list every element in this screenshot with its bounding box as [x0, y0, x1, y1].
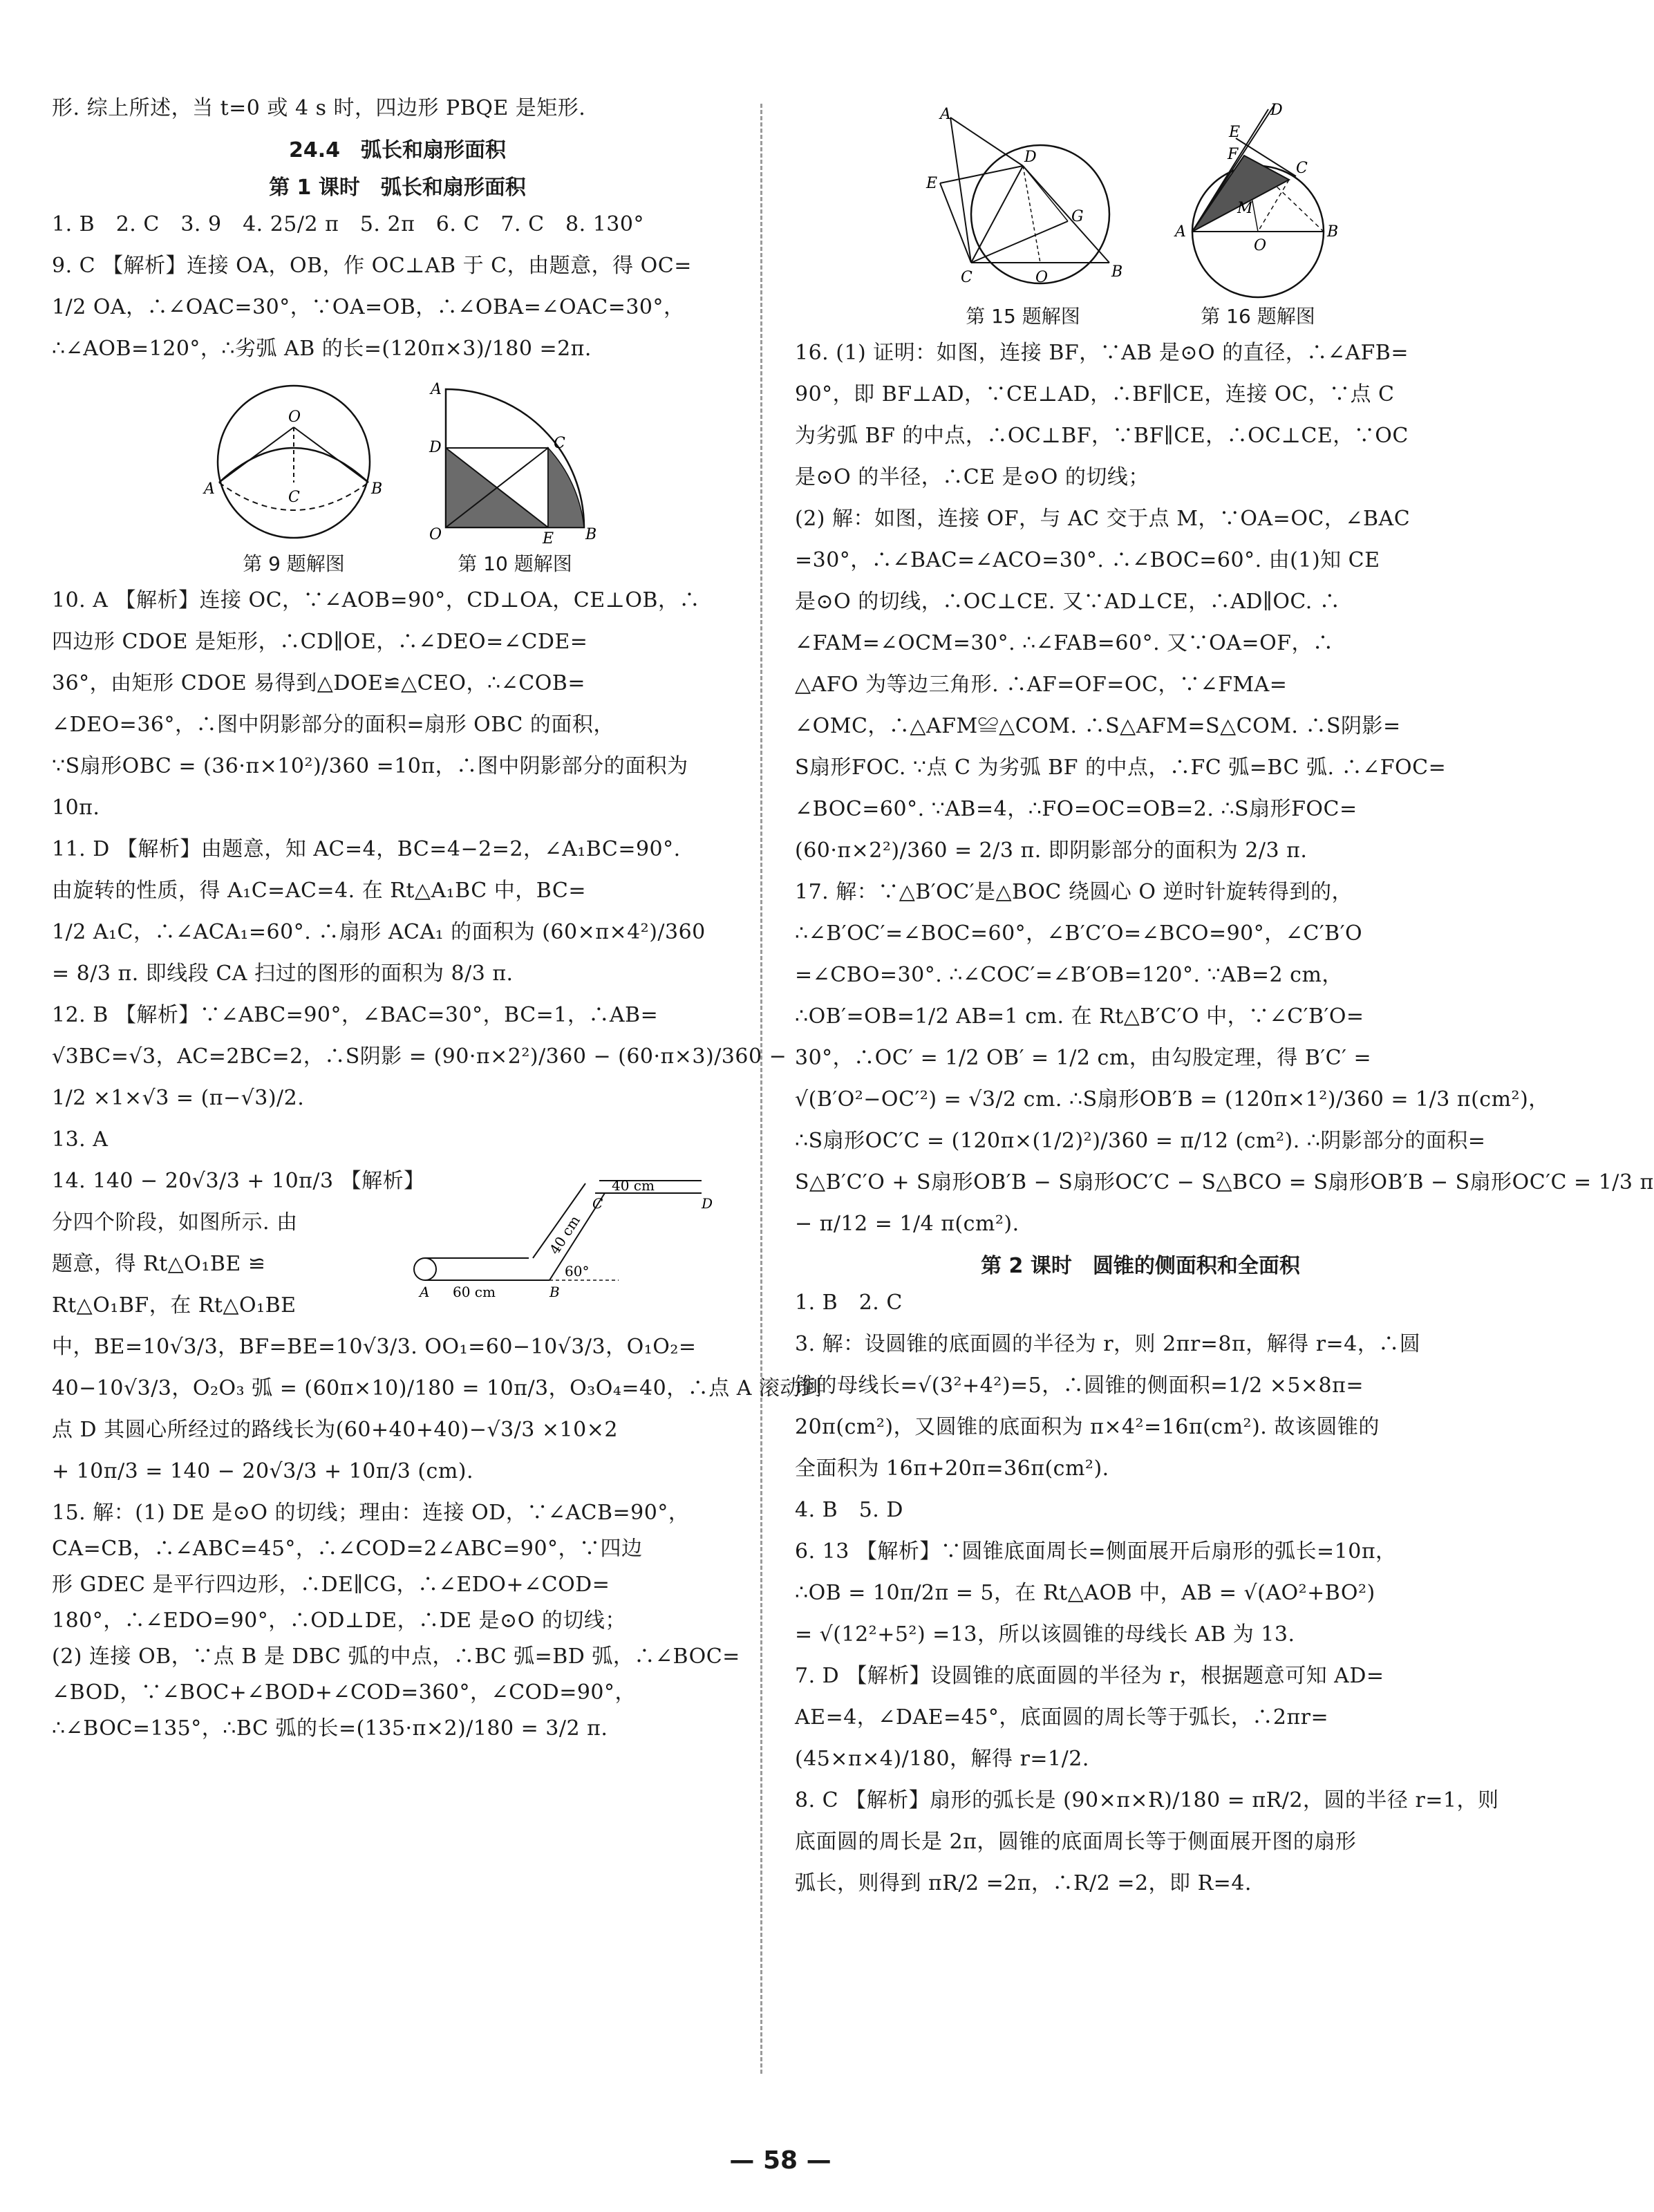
figure-15	[919, 104, 1127, 329]
figure-10-diagram	[425, 379, 605, 545]
answer-line: =∠CBO=30°. ∴∠COC′=∠B′OB=120°. ∵AB=2 cm，	[795, 963, 1343, 987]
answer-line: (2) 解：如图，连接 OF，与 AC 交于点 M，∵OA=OC，∠BAC	[795, 507, 1411, 531]
svg-text:G: G	[1071, 208, 1084, 225]
figure-16-diagram	[1154, 104, 1362, 297]
answer-line: 16. (1) 证明：如图，连接 BF，∵AB 是⊙O 的直径，∴∠AFB=	[795, 341, 1409, 365]
answer-line: 20π(cm²)，又圆锥的底面积为 π×4²=16π(cm²). 故该圆锥的	[795, 1415, 1380, 1439]
answer-line: 是⊙O 的切线，∴OC⊥CE. 又∵AD⊥CE，∴AD∥OC. ∴	[795, 590, 1341, 614]
answer-line: ∠DEO=36°，∴图中阴影部分的面积=扇形 OBC 的面积，	[52, 713, 614, 737]
svg-text:B: B	[549, 1284, 560, 1300]
answer-line: ∠OMC，∴△AFM≌△COM. ∴S△AFM=S△COM. ∴S阴影=	[795, 714, 1401, 738]
figures-9-10	[52, 379, 743, 577]
svg-text:A: A	[431, 381, 442, 398]
answer-line: (45×π×4)/180，解得 r=1/2.	[795, 1747, 1089, 1771]
fig14-label-angle: 60°	[565, 1263, 590, 1280]
answer-line: 是⊙O 的半径，∴CE 是⊙O 的切线；	[795, 465, 1149, 489]
answer-line: 由旋转的性质，得 A₁C=AC=4. 在 Rt△A₁BC 中，BC=	[52, 879, 586, 903]
answer-line: 10π.	[52, 796, 100, 820]
answer-line: 13. A	[52, 1127, 109, 1152]
answer-line: 点 D 其圆心所经过的路线长为(60+40+40)−√3/3 ×10×2	[52, 1418, 618, 1442]
figure-9	[190, 379, 397, 577]
answer-line: ∠BOC=60°. ∵AB=4，∴FO=OC=OB=2. ∴S扇形FOC=	[795, 797, 1357, 821]
answer-line: ∴∠B′OC′=∠BOC=60°，∠B′C′O=∠BCO=90°，∠C′B′O	[795, 921, 1363, 946]
svg-text:C: C	[961, 269, 972, 286]
fig14-label-60cm: 60 cm	[453, 1284, 496, 1300]
answer-line: ∠FAM=∠OCM=30°. ∴∠FAB=60°. 又∵OA=OF，∴	[795, 631, 1334, 655]
answer-line: 11. D 【解析】由题意，知 AC=4，BC=4−2=2，∠A₁BC=90°.	[52, 837, 681, 861]
answer-line: ∴∠BOC=135°，∴BC 弧的长=(135·π×2)/180 = 3/2 π.	[52, 1716, 608, 1741]
svg-text:O: O	[288, 409, 301, 426]
svg-text:E: E	[543, 530, 554, 547]
answer-line: 为劣弧 BF 的中点，∴OC⊥BF，∵BF∥CE，∴OC⊥CE，∵OC	[795, 424, 1409, 448]
answer-line: 底面圆的周长是 2π，圆锥的底面周长等于侧面展开图的扇形	[795, 1830, 1357, 1854]
left-column	[52, 96, 823, 1753]
answer-line: 题意，得 Rt△O₁BE ≌	[52, 1252, 266, 1276]
answer-line: 1. B 2. C 3. 9 4. 25/2 π 5. 2π 6. C 7. C 8. 130°	[52, 212, 644, 236]
answer-line: 8. C 【解析】扇形的弧长是 (90×π×R)/180 = πR/2，圆的半径 r=1，则	[795, 1788, 1499, 1812]
svg-text:A: A	[204, 480, 215, 498]
svg-text:B: B	[1111, 263, 1123, 281]
svg-text:D: D	[702, 1195, 713, 1212]
column-divider	[760, 104, 762, 2074]
answer-line: CA=CB，∴∠ABC=45°，∴∠COD=2∠ABC=90°，∵四边	[52, 1537, 643, 1561]
answer-line: ∴S扇形OC′C = (120π×(1/2)²)/360 = π/12 (cm²). ∴阴影部分的面积=	[795, 1129, 1486, 1153]
answer-line: 1. B 2. C	[795, 1291, 903, 1315]
answer-line: ∴OB = 10π/2π = 5，在 Rt△AOB 中，AB = √(AO²+BO²)	[795, 1581, 1375, 1605]
right-column	[795, 102, 1654, 1913]
answer-line: = 8/3 π. 即线段 CA 扫过的图形的面积为 8/3 π.	[52, 962, 514, 986]
answer-line: =30°，∴∠BAC=∠ACO=30°. ∴∠BOC=60°. 由(1)知 CE	[795, 548, 1380, 572]
answer-line: S△B′C′O + S扇形OB′B − S扇形OC′C − S△BCO = S扇形OB′B − S扇形OC′C = 1/3 π	[795, 1170, 1654, 1194]
svg-text:C: C	[592, 1195, 603, 1212]
q14-block	[52, 1170, 743, 1318]
fig14-label-40cm-top: 40 cm	[612, 1177, 655, 1194]
fig14-label-40cm-slope: 40 cm	[546, 1212, 583, 1258]
answer-line: 1/2 OA，∴∠OAC=30°，∵OA=OB，∴∠OBA=∠OAC=30°，	[52, 295, 685, 319]
answer-line: 形 GDEC 是平行四边形，∴DE∥CG，∴∠EDO+∠COD=	[52, 1573, 610, 1597]
answer-line: 3. 解：设圆锥的底面圆的半径为 r，则 2πr=8π，解得 r=4，∴圆	[795, 1332, 1421, 1356]
text-line: 形. 综上所述，当 t=0 或 4 s 时，四边形 PBQE 是矩形.	[52, 96, 586, 120]
figures-15-16	[795, 104, 1486, 329]
answer-line: 分四个阶段，如图所示. 由	[52, 1210, 298, 1235]
page-number: — 58 —	[729, 2146, 831, 2175]
answer-line: 全面积为 16π+20π=36π(cm²).	[795, 1456, 1109, 1481]
svg-text:D: D	[429, 439, 442, 456]
svg-text:B: B	[585, 526, 597, 543]
figure-16-caption: 第 16 题解图	[1201, 305, 1315, 328]
svg-text:C: C	[1296, 160, 1308, 177]
answer-line: 7. D 【解析】设圆锥的底面圆的半径为 r，根据题意可知 AD=	[795, 1664, 1384, 1688]
svg-text:O: O	[1254, 237, 1267, 254]
svg-text:M: M	[1237, 200, 1253, 217]
answer-line: 14. 140 − 20√3/3 + 10π/3 【解析】	[52, 1169, 425, 1193]
svg-text:O: O	[1035, 269, 1049, 286]
answer-line: 9. C 【解析】连接 OA，OB，作 OC⊥AB 于 C，由题意，得 OC=	[52, 254, 692, 278]
answer-line: ∵S扇形OBC = (36·π×10²)/360 =10π，∴图中阴影部分的面积为	[52, 754, 688, 778]
figure-9-caption: 第 9 题解图	[243, 552, 345, 575]
answer-line: ∴∠AOB=120°，∴劣弧 AB 的长=(120π×3)/180 =2π.	[52, 337, 592, 361]
section-title: 24.4 弧长和扇形面积	[288, 138, 507, 162]
answer-line: 弧长，则得到 πR/2 =2π，∴R/2 =2，即 R=4.	[795, 1871, 1252, 1895]
answer-line: 10. A 【解析】连接 OC，∵∠AOB=90°，CD⊥OA，CE⊥OB，∴	[52, 588, 700, 612]
svg-text:C: C	[554, 435, 565, 452]
answer-line: 90°，即 BF⊥AD，∵CE⊥AD，∴BF∥CE，连接 OC，∵点 C	[795, 382, 1395, 406]
svg-text:C: C	[288, 489, 300, 506]
answer-line: 6. 13 【解析】∵圆锥底面周长=侧面展开后扇形的弧长=10π，	[795, 1539, 1397, 1564]
svg-text:A: A	[420, 1284, 430, 1300]
answer-line: 锥的母线长=√(3²+4²)=5，∴圆锥的侧面积=1/2 ×5×8π=	[795, 1374, 1364, 1398]
answer-line: (2) 连接 OB，∵点 B 是 DBC 弧的中点，∴BC 弧=BD 弧，∴∠BOC=	[52, 1644, 740, 1669]
figure-9-diagram	[190, 379, 397, 545]
lesson-2-title: 第 2 课时 圆锥的侧面积和全面积	[981, 1254, 1300, 1278]
figure-15-caption: 第 15 题解图	[966, 305, 1080, 328]
svg-text:E: E	[926, 175, 938, 192]
answer-line: 17. 解：∵△B′OC′是△BOC 绕圆心 O 逆时针旋转得到的，	[795, 880, 1353, 904]
answer-line: 4. B 5. D	[795, 1498, 903, 1522]
answer-line: 四边形 CDOE 是矩形，∴CD∥OE，∴∠DEO=∠CDE=	[52, 630, 588, 654]
svg-text:B: B	[371, 480, 383, 498]
svg-text:F: F	[1228, 146, 1239, 163]
answer-line: + 10π/3 = 140 − 20√3/3 + 10π/3 (cm).	[52, 1459, 474, 1483]
answer-line: 1/2 A₁C，∴∠ACA₁=60°. ∴扇形 ACA₁ 的面积为 (60×π×4²)/360	[52, 920, 706, 944]
answer-line: 40−10√3/3，O₂O₃ 弧 = (60π×10)/180 = 10π/3，O₃O₄=40，∴点 A 滚动到	[52, 1376, 823, 1400]
figure-10-caption: 第 10 题解图	[458, 552, 572, 575]
answer-line: √(B′O²−OC′²) = √3/2 cm. ∴S扇形OB′B = (120π×1²)/360 = 1/3 π(cm²)，	[795, 1087, 1550, 1112]
svg-text:A: A	[1175, 223, 1186, 241]
lesson-title: 第 1 课时 弧长和扇形面积	[269, 176, 526, 200]
svg-text:D: D	[1270, 102, 1283, 119]
figure-10	[425, 379, 605, 577]
answer-line: = √(12²+5²) =13，所以该圆锥的母线长 AB 为 13.	[795, 1622, 1295, 1647]
answer-line: − π/12 = 1/4 π(cm²).	[795, 1212, 1019, 1236]
answer-line: 12. B 【解析】∵∠ABC=90°，∠BAC=30°，BC=1，∴AB=	[52, 1003, 659, 1027]
answer-line: 30°，∴OC′ = 1/2 OB′ = 1/2 cm，由勾股定理，得 B′C′ =	[795, 1046, 1372, 1070]
answer-line: √3BC=√3，AC=2BC=2，∴S阴影 = (90·π×2²)/360 − (60·π×3)/360 −	[52, 1044, 787, 1069]
svg-text:E: E	[1229, 124, 1241, 141]
answer-line: ∠BOD，∵∠BOC+∠BOD+∠COD=360°，∠COD=90°，	[52, 1680, 637, 1705]
figure-15-diagram	[919, 104, 1127, 297]
answer-line: 1/2 ×1×√3 = (π−√3)/2.	[52, 1086, 305, 1110]
svg-text:B: B	[1327, 223, 1339, 241]
svg-text:D: D	[1024, 149, 1037, 166]
answer-line: 180°，∴∠EDO=90°，∴OD⊥DE，∴DE 是⊙O 的切线；	[52, 1609, 626, 1633]
answer-line: 中，BE=10√3/3，BF=BE=10√3/3. OO₁=60−10√3/3，O₁O₂=	[52, 1335, 697, 1359]
svg-text:O: O	[429, 526, 442, 543]
answer-line: 15. 解：(1) DE 是⊙O 的切线；理由：连接 OD，∵∠ACB=90°，	[52, 1501, 690, 1525]
svg-text:A: A	[940, 106, 951, 123]
answer-line: Rt△O₁BF，在 Rt△O₁BE	[52, 1293, 297, 1318]
figure-14-diagram	[411, 1165, 757, 1304]
answer-line: 36°，由矩形 CDOE 易得到△DOE≌△CEO，∴∠COB=	[52, 671, 585, 695]
answer-line: (60·π×2²)/360 = 2/3 π. 即阴影部分的面积为 2/3 π.	[795, 838, 1308, 863]
answer-line: ∴OB′=OB=1/2 AB=1 cm. 在 Rt△B′C′O 中，∵∠C′B′O=	[795, 1004, 1364, 1029]
answer-line: △AFO 为等边三角形. ∴AF=OF=OC，∵∠FMA=	[795, 673, 1288, 697]
answer-line: S扇形FOC. ∵点 C 为劣弧 BF 的中点，∴FC 弧=BC 弧. ∴∠FOC=	[795, 756, 1447, 780]
figure-16	[1154, 104, 1362, 329]
answer-line: AE=4，∠DAE=45°，底面圆的周长等于弧长，∴2πr=	[795, 1705, 1329, 1730]
